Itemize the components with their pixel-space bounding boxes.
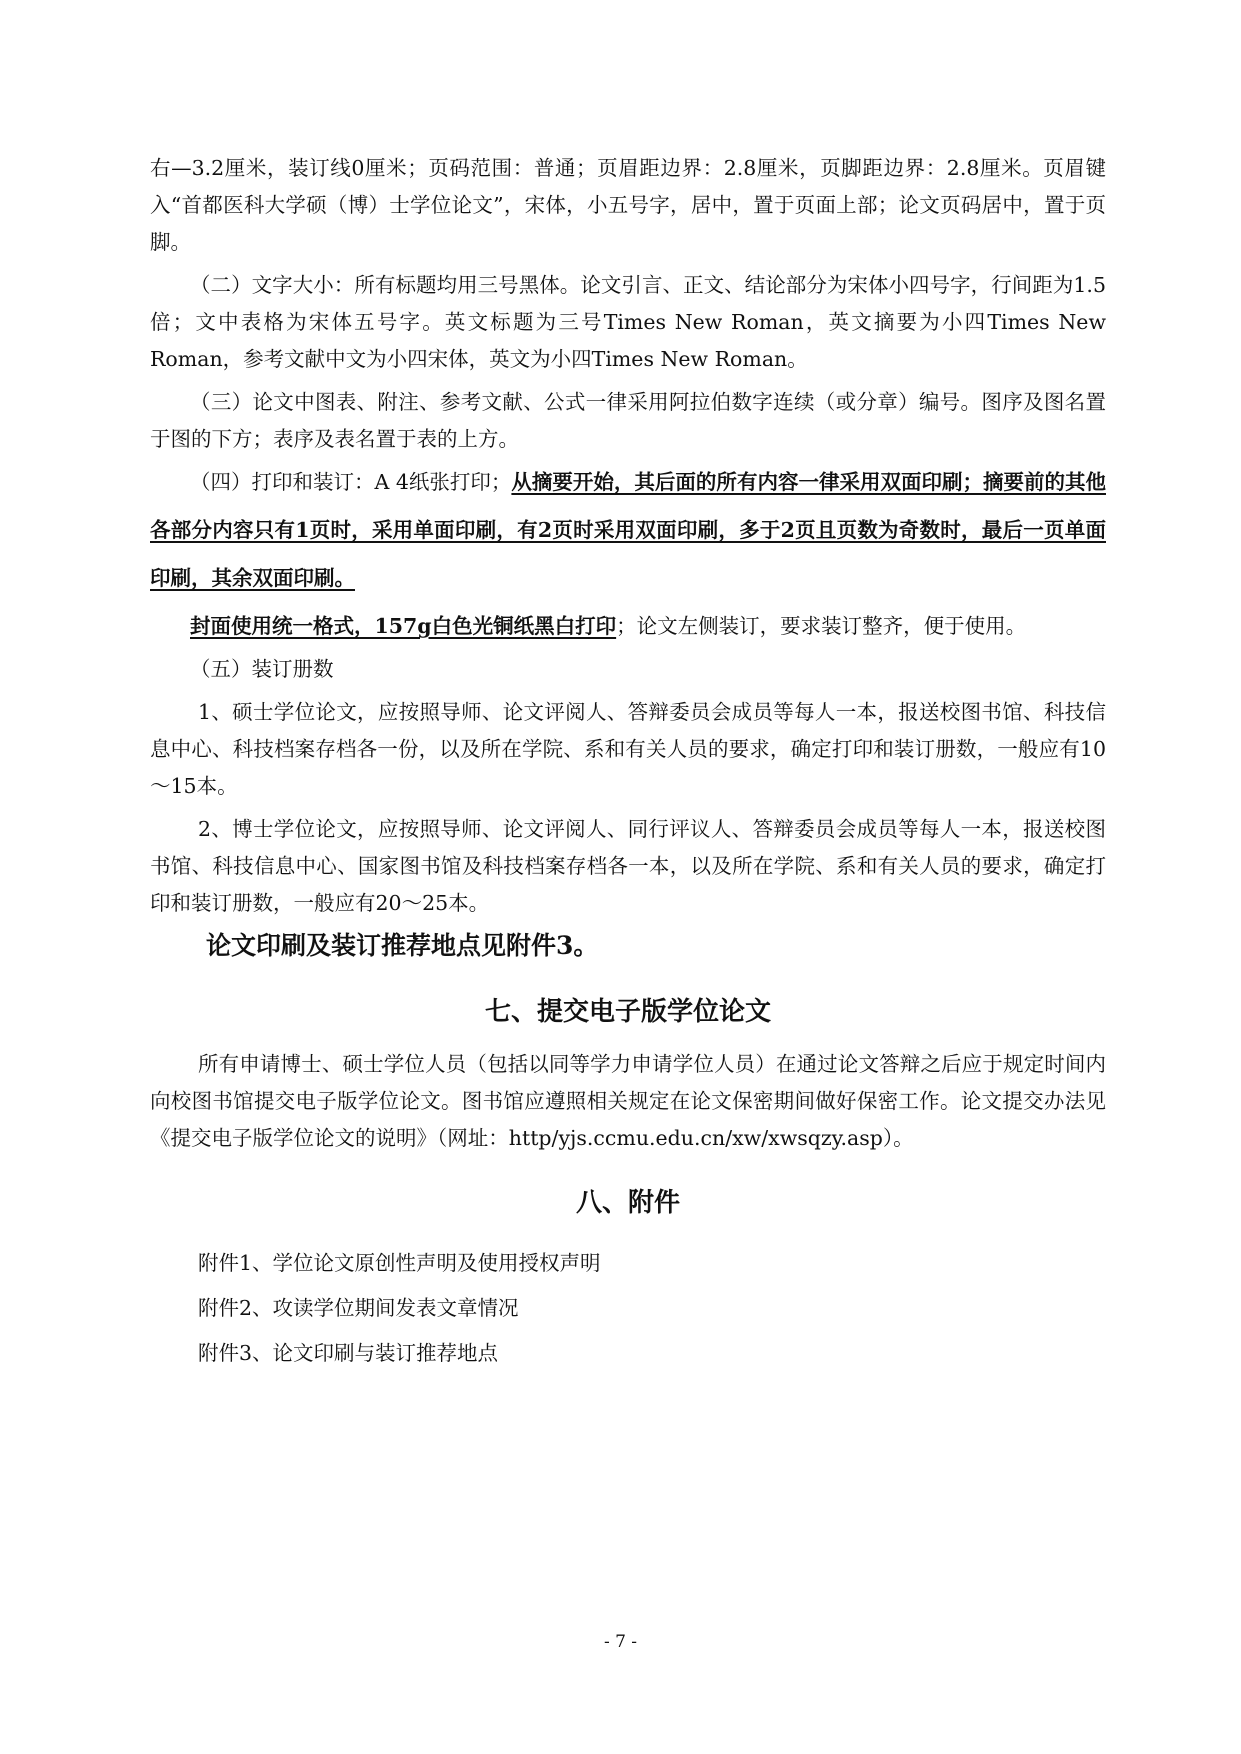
paragraph-cover [150,608,1106,645]
cover-plain-text: ；论文左侧装订，要求装订整齐，便于使用。 [616,614,1027,638]
paragraph-font-size: （二）文字大小：所有标题均用三号黑体。论文引言、正文、结论部分为宋体小四号字，行间距为1.5倍；文中表格为宋体五号字。英文标题为三号Times New Roman，英文摘要为小四Times New Roman，参考文献中文为小四宋体，英文为小四Times New Roman。 [150,273,1106,371]
printing-plain-text: （四）打印和装订：A 4纸张打印； [190,470,512,494]
paragraph-electronic-submission: 所有申请博士、硕士学位人员（包括以同等学力申请学位人员）在通过论文答辩之后应于规定时间内向校图书馆提交电子版学位论文。图书馆应遵照相关规定在论文保密期间做好保密工作。论文提交办法见《提交电子版学位论文的说明》（网址：http/yjs.ccmu.edu.cn/xw/xwsqzy.asp）。 [150,1052,1106,1150]
document-page [150,150,1106,1376]
cover-emphasis-text: 封面使用统一格式，157g白色光铜纸黑白打印 [190,614,617,638]
paragraph-numbering: （三）论文中图表、附注、参考文献、公式一律采用阿拉伯数字连续（或分章）编号。图序及图名置于图的下方；表序及表名置于表的上方。 [150,390,1106,451]
section-heading-electronic-thesis: 七、提交电子版学位论文 [484,997,771,1027]
printing-emphasis-text: 从摘要开始，其后面的所有内容一律采用双面印刷；摘要前的其他各部分内容只有1页时，采用单面印刷，有2页时采用双面印刷，多于2页且页数为奇数时，最后一页单面印刷，其余双面印刷。 [150,470,1106,590]
paragraph-binding-count-title: （五）装订册数 [190,657,334,681]
paragraph-doctor-thesis: 2、博士学位论文，应按照导师、论文评阅人、同行评议人、答辩委员会成员等每人一本，报送校图书馆、科技信息中心、国家图书馆及科技档案存档各一本，以及所在学院、系和有关人员的要求，确定打印和装订册数，一般应有20～25本。 [150,817,1106,915]
attachment-item-1: 附件1、学位论文原创性声明及使用授权声明 [198,1251,601,1275]
bold-note-printing-location: 论文印刷及装订推荐地点见附件3。 [206,931,599,960]
attachment-item-2: 附件2、攻读学位期间发表文章情况 [198,1296,519,1320]
paragraph-margins: 右—3.2厘米，装订线0厘米；页码范围：普通；页眉距边界：2.8厘米，页脚距边界：2.8厘米。页眉键入“首都医科大学硕（博）士学位论文”，宋体，小五号字，居中，置于页面上部；论文页码居中，置于页脚。 [150,156,1106,254]
attachment-item-3: 附件3、论文印刷与装订推荐地点 [198,1341,499,1365]
paragraph-printing [150,458,1106,602]
paragraph-master-thesis: 1、硕士学位论文，应按照导师、论文评阅人、答辩委员会成员等每人一本，报送校图书馆、科技信息中心、科技档案存档各一份，以及所在学院、系和有关人员的要求，确定打印和装订册数，一般应有10～15本。 [150,700,1106,798]
page-number: - 7 - [603,1632,638,1652]
section-heading-attachments: 八、附件 [575,1188,680,1218]
